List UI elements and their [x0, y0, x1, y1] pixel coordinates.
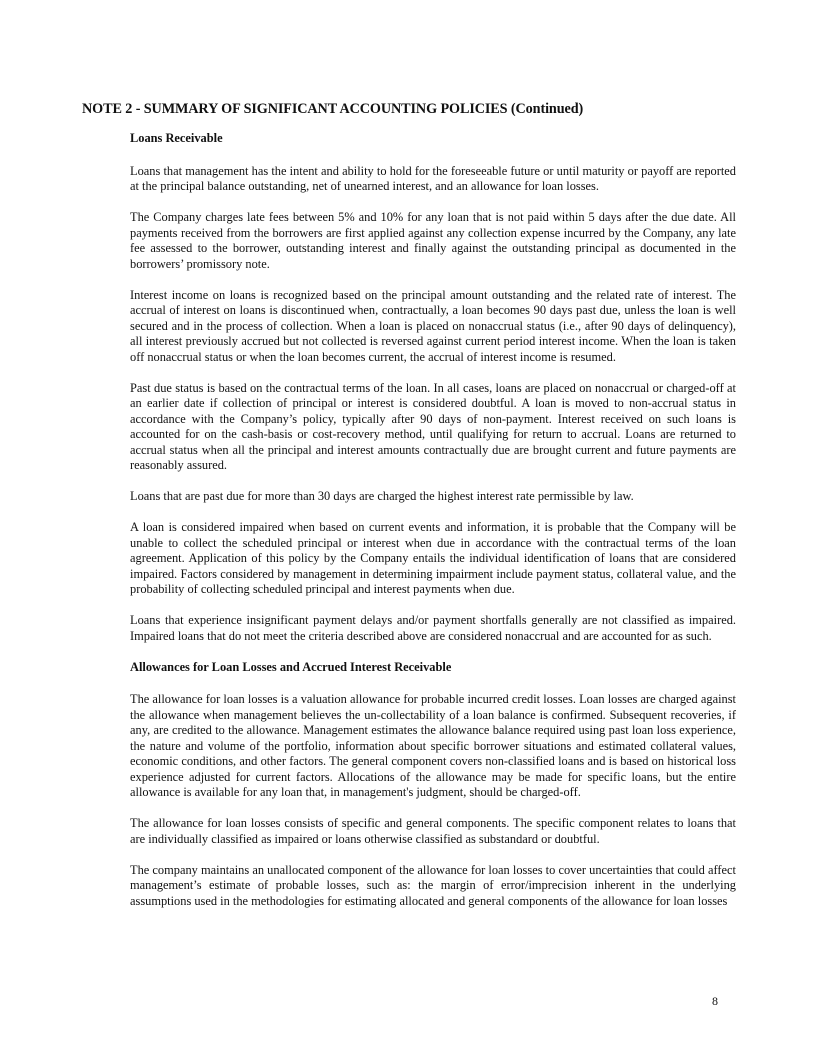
document-body [130, 131, 736, 925]
section-loans-receivable [130, 131, 736, 644]
paragraph: The allowance for loan losses is a valuation allowance for probable incurred credit losses. Loan losses are charged against the allowance when management believes the un-collectability of a loan balance is confirmed. Subsequent recoveries, if any, are credited to the allowance. Management estimates the allowance balance required using past loan loss experience, the nature and volume of the portfolio, information about specific borrower situations and estimated collateral values, economic conditions, and other factors. The general component covers non-classified loans and is based on historical loss experience adjusted for current factors. Allocations of the allowance may be made for specific loans, but the entire allowance is available for any loan that, in management's judgment, should be charged-off. [130, 692, 736, 799]
section-heading: Allowances for Loan Losses and Accrued Interest Receivable [130, 659, 452, 674]
paragraph: Loans that experience insignificant payment delays and/or payment shortfalls generally are not classified as impaired. Impaired loans that do not meet the criteria described above are considered nonaccrual and are accounted for as such. [130, 613, 736, 643]
page-number: 8 [712, 994, 718, 1008]
paragraph: Past due status is based on the contractual terms of the loan. In all cases, loans are placed on nonaccrual or charged-off at an earlier date if collection of principal or interest is considered doubtful. A loan is moved to non-accrual status in accordance with the Company’s policy, typically after 90 days of non-payment. Interest received on such loans is accounted for on the cash-basis or cost-recovery method, until qualifying for return to accrual. Loans are returned to accrual status when all the principal and interest amounts contractually due are brought current and future payments are reasonably assured. [130, 380, 736, 472]
paragraph: Interest income on loans is recognized based on the principal amount outstanding and the related rate of interest. The accrual of interest on loans is discontinued when, contractually, a loan becomes 90 days past due, unless the loan is well secured and in the process of collection. When a loan is placed on nonaccrual status (i.e., after 90 days of delinquency), all interest previously accrued but not collected is reversed against current period interest income. When the loan is taken off nonaccrual status or when the loan becomes current, the accrual of interest income is resumed. [130, 287, 736, 364]
paragraph: The Company charges late fees between 5% and 10% for any loan that is not paid within 5 days after the due date. All payments received from the borrowers are first applied against any collection expense incurred by the Company, any late fee assessed to the borrower, outstanding interest and finally against the outstanding principal as documented in the borrowers’ promissory note. [130, 210, 736, 271]
section-allowances-for-loan-losses [130, 660, 736, 910]
note-title: NOTE 2 - SUMMARY OF SIGNIFICANT ACCOUNTING POLICIES (Continued) [82, 101, 584, 117]
paragraph: The allowance for loan losses consists of specific and general components. The specific component relates to loans that are individually classified as impaired or loans otherwise classified as substandard or doubtful. [130, 816, 736, 846]
paragraph: Loans that are past due for more than 30 days are charged the highest interest rate permissible by law. [130, 489, 634, 503]
section-heading: Loans Receivable [130, 131, 223, 145]
paragraph: Loans that management has the intent and ability to hold for the foreseeable future or until maturity or payoff are reported at the principal balance outstanding, net of unearned interest, and an allowance for loan losses. [130, 163, 736, 193]
paragraph: The company maintains an unallocated component of the allowance for loan losses to cover uncertainties that could affect management’s estimate of probable losses, such as: the margin of error/imprecision inherent in the underlying assumptions used in the methodologies for estimating allocated and general components of the allowance for loan losses [130, 862, 736, 908]
paragraph: A loan is considered impaired when based on current events and information, it is probable that the Company will be unable to collect the scheduled principal or interest when due in accordance with the contractual terms of the loan agreement. Application of this policy by the Company entails the individual identification of loans that are considered impaired. Factors considered by management in determining impairment include payment status, collateral value, and the probability of collecting scheduled principal and interest payments when due. [130, 520, 736, 596]
